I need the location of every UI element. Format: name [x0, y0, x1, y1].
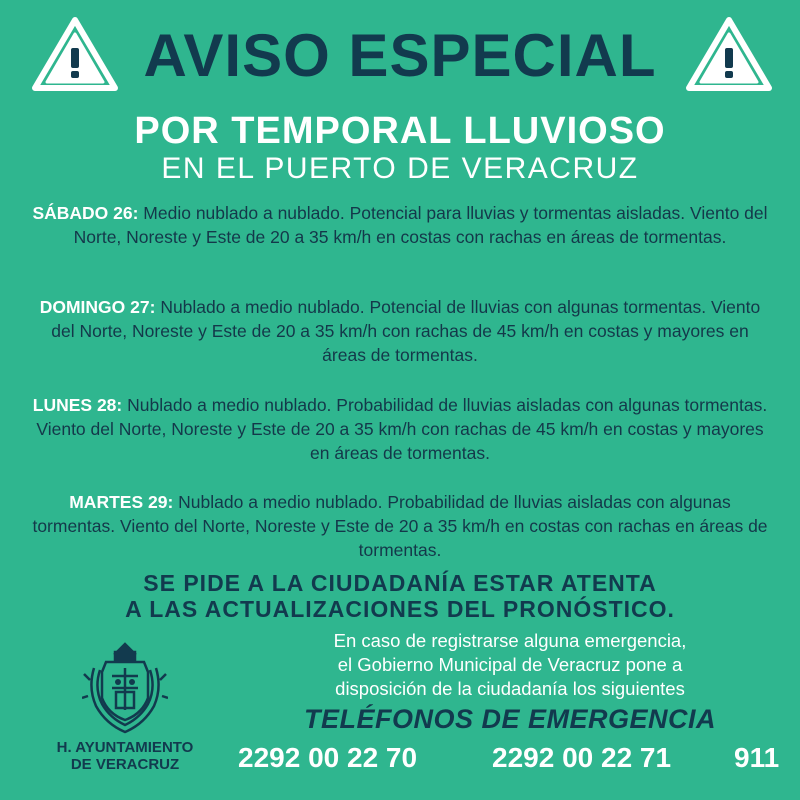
subtitle-line-2: EN EL PUERTO DE VERACRUZ: [161, 152, 639, 185]
forecast-day-label: DOMINGO 27:: [39, 297, 156, 317]
emergency-line-3: disposición de la ciudadanía los siguientes: [335, 678, 685, 699]
forecast-day-text: Nublado a medio nublado. Probabilidad de lluvias aisladas con algunas tormentas. Viento del Norte, Noreste y Este de 20 a 35 km/h en costas con rachas en áreas de tormentas.: [32, 492, 768, 560]
citizen-notice: [0, 570, 800, 622]
subtitle-line-1: POR TEMPORAL LLUVIOSO: [134, 110, 666, 152]
forecast-day-label: SÁBADO 26:: [32, 203, 139, 223]
emergency-line-2: el Gobierno Municipal de Veracruz pone a: [337, 654, 683, 675]
forecast-day-text: Nublado a medio nublado. Potencial de lluvias con algunas tormentas. Viento del Norte, Noreste y Este de 20 a 35 km/h con rachas de 45 km/h en costas y mayores en áreas de tormentas.: [51, 297, 761, 365]
notice-line-1: SE PIDE A LA CIUDADANÍA ESTAR ATENTA: [143, 570, 657, 596]
forecast-day-label: LUNES 28:: [32, 395, 123, 415]
forecast-day-text: Nublado a medio nublado. Probabilidad de lluvias aisladas con algunas tormentas. Viento del Norte, Noreste y Este de 20 a 35 km/h con rachas de 45 km/h en costas y mayores en áreas de tormentas.: [36, 395, 768, 463]
forecast-day-label: MARTES 29:: [69, 492, 174, 512]
emergency-phones-title: TELÉFONOS DE EMERGENCIA: [303, 704, 717, 734]
forecast-day-2: [30, 295, 770, 367]
forecast-day-1: [30, 201, 770, 249]
phone-number-3: 911: [734, 742, 780, 773]
emergency-line-1: En caso de registrarse alguna emergencia,: [333, 630, 687, 651]
emergency-info: [240, 629, 780, 701]
phone-number-2: 2292 00 22 71: [492, 742, 672, 773]
forecast-day-3: [30, 393, 770, 465]
org-line-2: DE VERACRUZ: [70, 756, 180, 773]
phone-number-1: 2292 00 22 70: [238, 742, 418, 773]
notice-line-2: A LAS ACTUALIZACIONES DEL PRONÓSTICO.: [125, 596, 675, 622]
city-crest-icon: [82, 640, 168, 736]
org-line-1: H. AYUNTAMIENTO: [56, 739, 194, 756]
forecast-day-4: [30, 490, 770, 562]
emergency-phone-list: [236, 742, 786, 776]
organization-name: [20, 739, 230, 773]
page-title: AVISO ESPECIAL: [143, 22, 657, 89]
forecast-day-text: Medio nublado a nublado. Potencial para lluvias y tormentas aisladas. Viento del Norte, Noreste y Este de 20 a 35 km/h en costas con rachas en áreas de tormentas.: [73, 203, 768, 247]
